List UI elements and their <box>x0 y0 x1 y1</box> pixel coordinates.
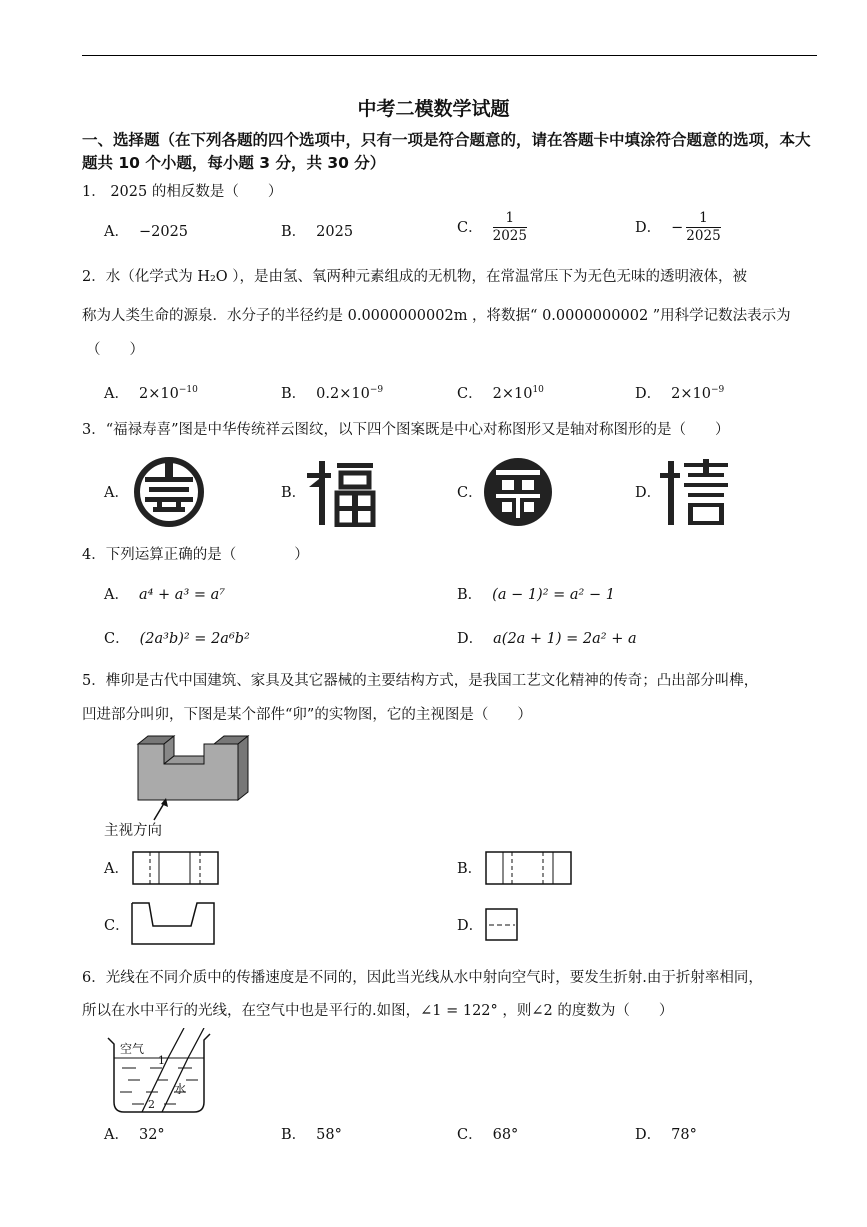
question-2-line-3: （ ） <box>86 342 144 358</box>
option-label: D． <box>635 1127 662 1143</box>
q6-option-b[interactable] <box>281 1126 342 1144</box>
option-label: C． <box>104 631 130 647</box>
exponent: 10 <box>532 385 544 395</box>
minus-sign: − <box>671 219 684 236</box>
q5-option-b-label[interactable]: B． <box>457 861 483 877</box>
option-value: 2×10 <box>671 385 711 402</box>
q3-option-b-label[interactable]: B． <box>281 485 307 501</box>
air-label: 空气 <box>120 1042 145 1056</box>
header-rule <box>82 55 817 56</box>
q3-option-a-label[interactable]: A． <box>104 485 129 501</box>
q5-option-c-label[interactable]: C． <box>104 918 130 934</box>
option-label: A． <box>104 385 129 402</box>
fraction <box>493 211 527 244</box>
refraction-figure <box>102 1028 220 1116</box>
option-label: B． <box>457 587 483 603</box>
denominator: 2025 <box>492 228 527 244</box>
option-label: B． <box>281 385 307 402</box>
numerator: 1 <box>699 210 708 226</box>
q1-option-b[interactable] <box>281 223 353 241</box>
xi-pattern-image[interactable] <box>658 457 732 527</box>
fu-pattern-image[interactable] <box>303 457 377 527</box>
option-value: 2×10 <box>138 385 179 402</box>
option-label: A． <box>104 587 129 603</box>
fraction <box>686 211 720 244</box>
q1-option-a[interactable] <box>104 223 188 241</box>
exponent: −9 <box>710 385 725 395</box>
water-label: 水 <box>174 1082 187 1096</box>
front-view-b-image[interactable] <box>485 851 573 885</box>
option-label: B． <box>281 1127 307 1143</box>
angle-1-label: 1 <box>158 1054 165 1067</box>
q5-option-d-label[interactable]: D． <box>457 918 484 934</box>
view-direction-arrow-icon <box>151 796 171 822</box>
question-1-stem: 1． 2025 的相反数是（ ） <box>82 184 283 200</box>
angle-2-label: 2 <box>148 1098 155 1111</box>
question-2-line-2: 称为人类生命的源泉．水分子的半径约是 0.0000000002m ，将数据“ 0.0000000002 ”用科学记数法表示为 <box>82 308 791 324</box>
q1-option-d[interactable] <box>635 211 721 244</box>
q5-option-a-label[interactable]: A． <box>104 861 129 877</box>
q6-option-d[interactable] <box>635 1126 697 1144</box>
option-value: 2025 <box>316 224 354 240</box>
option-label: D． <box>457 631 484 647</box>
shou-pattern-image[interactable] <box>131 457 207 527</box>
q1-option-c[interactable] <box>457 211 527 244</box>
option-label: C． <box>457 1127 483 1143</box>
option-value: 32° <box>138 1127 165 1143</box>
front-view-d-image[interactable] <box>485 908 519 942</box>
option-value: (2a³b)² = 2a⁶b² <box>139 631 250 647</box>
option-value: 0.2×10 <box>316 385 370 402</box>
option-label: A． <box>104 224 129 240</box>
question-6-line-1: 6．光线在不同介质中的传播速度是不同的，因此当光线从水中射向空气时，要发生折射.由于折射率相同， <box>82 970 763 986</box>
question-6-line-2: 所以在水中平行的光线，在空气中也是平行的.如图，∠1 = 122° ，则∠2 的度数为（ ） <box>82 1003 674 1019</box>
question-2-line-1: 2．水（化学式为 H₂O ），是由氢、氧两种元素组成的无机物，在常温常压下为无色无味的透明液体，被 <box>82 269 748 285</box>
option-value: (a − 1)² = a² − 1 <box>492 587 615 603</box>
q2-option-c[interactable] <box>457 381 544 403</box>
lu-pattern-image[interactable] <box>482 456 554 528</box>
option-value: 2×10 <box>492 385 533 402</box>
option-label: D． <box>635 219 662 236</box>
option-label: B． <box>281 224 307 240</box>
front-view-c-image[interactable] <box>131 902 217 946</box>
option-value: 58° <box>316 1127 342 1143</box>
q2-option-a[interactable] <box>104 381 198 403</box>
q6-option-c[interactable] <box>457 1126 518 1144</box>
question-3-stem: 3．“福禄寿喜”图是中华传统祥云图纹，以下四个图案既是中心对称图形又是轴对称图形的是（ ） <box>82 422 730 438</box>
option-value: 78° <box>671 1127 697 1143</box>
question-5-line-1: 5．榫卯是古代中国建筑、家具及其它器械的主要结构方式，是我国工艺文化精神的传奇；凸出部分叫榫， <box>82 673 759 689</box>
numerator: 1 <box>505 210 515 226</box>
option-label: D． <box>635 385 662 402</box>
q2-option-d[interactable] <box>635 381 724 403</box>
q4-option-c[interactable] <box>104 630 250 648</box>
option-value: 68° <box>492 1127 519 1143</box>
q3-option-c-label[interactable]: C． <box>457 485 483 501</box>
option-value: −2025 <box>138 224 189 240</box>
q4-option-b[interactable] <box>457 586 615 604</box>
option-value: a(2a + 1) = 2a² + a <box>493 631 637 647</box>
q4-option-d[interactable] <box>457 630 637 648</box>
q2-option-b[interactable] <box>281 381 383 403</box>
option-label: C． <box>457 385 483 402</box>
option-value: a⁴ + a³ = a⁷ <box>138 587 226 603</box>
question-5-line-2: 凹进部分叫卯，下图是某个部件“卯”的实物图，它的主视图是（ ） <box>82 707 532 723</box>
q4-option-a[interactable] <box>104 586 225 604</box>
mortise-figure <box>130 732 252 812</box>
q3-option-d-label[interactable]: D． <box>635 485 662 501</box>
q6-option-a[interactable] <box>104 1126 165 1144</box>
section-heading: 一、选择题（在下列各题的四个选项中，只有一项是符合题意的，请在答题卡中填涂符合题意的选项，本大题共 10 个小题，每小题 3 分，共 30 分） <box>82 131 811 172</box>
figure-caption: 主视方向 <box>104 823 162 839</box>
option-label: A． <box>104 1127 129 1143</box>
denominator: 2025 <box>686 228 721 244</box>
option-label: C． <box>457 219 483 236</box>
exam-title: 中考二模数学试题 <box>357 98 510 120</box>
exponent: −10 <box>178 385 198 395</box>
front-view-a-image[interactable] <box>132 851 220 885</box>
exponent: −9 <box>369 385 384 395</box>
question-4-stem: 4．下列运算正确的是（ ） <box>82 547 309 563</box>
